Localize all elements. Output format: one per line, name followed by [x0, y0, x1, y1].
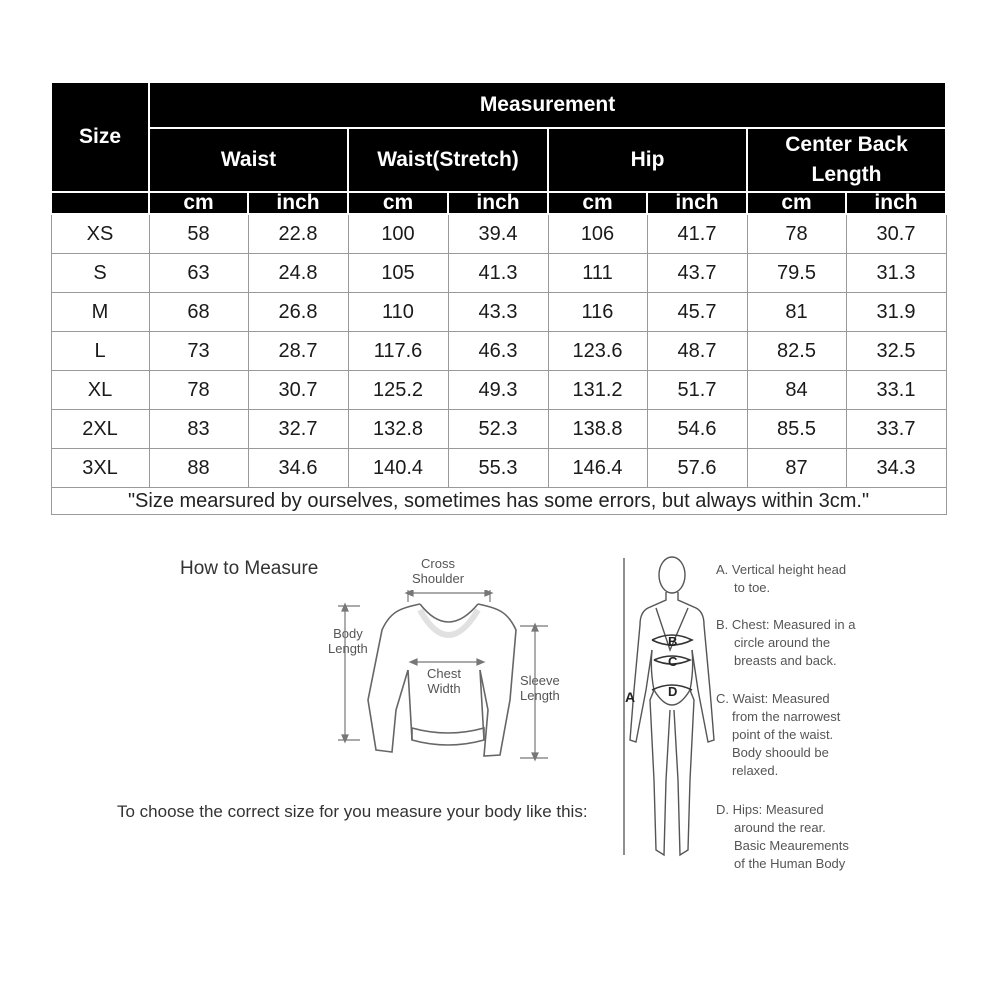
note-c-line: C. Waist: Measured	[716, 691, 830, 706]
size-cell: L	[51, 332, 149, 371]
value-cell: 32.5	[846, 332, 946, 371]
value-cell: 34.6	[248, 449, 348, 488]
value-cell: 123.6	[548, 332, 647, 371]
value-cell: 24.8	[248, 254, 348, 293]
note-c-line: point of the waist.	[732, 727, 834, 742]
value-cell: 116	[548, 293, 647, 332]
value-cell: 58	[149, 214, 248, 254]
size-cell: S	[51, 254, 149, 293]
value-cell: 54.6	[647, 410, 747, 449]
letter-a: A	[625, 689, 636, 705]
value-cell: 131.2	[548, 371, 647, 410]
letter-c: C	[668, 654, 678, 669]
note-c	[716, 690, 891, 780]
value-cell: 26.8	[248, 293, 348, 332]
value-cell: 87	[747, 449, 846, 488]
hip-header: Hip	[548, 128, 747, 192]
chest-width-label-line1: Chest	[427, 666, 461, 681]
unit-cm-header: cm	[747, 192, 846, 214]
value-cell: 83	[149, 410, 248, 449]
note-b-line: breasts and back.	[734, 653, 837, 668]
value-cell: 81	[747, 293, 846, 332]
body-diagram	[620, 550, 720, 870]
value-cell: 31.9	[846, 293, 946, 332]
value-cell: 22.8	[248, 214, 348, 254]
table-row	[51, 371, 946, 410]
table-footnote: "Size mearsured by ourselves, sometimes has some errors, but always within 3cm."	[51, 488, 946, 515]
note-d-line: around the rear.	[734, 820, 826, 835]
value-cell: 55.3	[448, 449, 548, 488]
note-b-line: B. Chest: Measured in a	[716, 617, 856, 632]
body-silhouette	[630, 557, 714, 855]
blank-unit-cell	[51, 192, 149, 214]
table-row	[51, 293, 946, 332]
note-a-line: to toe.	[734, 580, 771, 595]
unit-inch-header: inch	[248, 192, 348, 214]
value-cell: 146.4	[548, 449, 647, 488]
table-row	[51, 449, 946, 488]
size-cell: M	[51, 293, 149, 332]
value-cell: 41.3	[448, 254, 548, 293]
value-cell: 106	[548, 214, 647, 254]
garment-diagram	[320, 590, 560, 770]
letter-d: D	[668, 684, 678, 699]
value-cell: 88	[149, 449, 248, 488]
value-cell: 49.3	[448, 371, 548, 410]
value-cell: 105	[348, 254, 448, 293]
note-c-line: relaxed.	[732, 763, 779, 778]
unit-inch-header: inch	[448, 192, 548, 214]
note-c-line: Body shoould be	[732, 745, 829, 760]
sleeve-length-label-line1: Sleeve	[520, 673, 560, 688]
value-cell: 33.7	[846, 410, 946, 449]
value-cell: 79.5	[747, 254, 846, 293]
value-cell: 34.3	[846, 449, 946, 488]
note-a-line: A. Vertical height head	[716, 562, 847, 577]
value-cell: 30.7	[846, 214, 946, 254]
table-row	[51, 410, 946, 449]
size-cell: XL	[51, 371, 149, 410]
value-cell: 46.3	[448, 332, 548, 371]
table-row	[51, 254, 946, 293]
size-cell: 2XL	[51, 410, 149, 449]
sleeve-length-label-line2: Length	[520, 688, 560, 703]
value-cell: 39.4	[448, 214, 548, 254]
chest-width-arrow	[410, 659, 484, 665]
unit-inch-header: inch	[647, 192, 747, 214]
value-cell: 43.3	[448, 293, 548, 332]
body-length-arrow	[338, 604, 360, 742]
body-length-label-line1: Body	[333, 626, 363, 641]
value-cell: 125.2	[348, 371, 448, 410]
waist-header: Waist	[149, 128, 348, 192]
value-cell: 43.7	[647, 254, 747, 293]
value-cell: 31.3	[846, 254, 946, 293]
cross-shoulder-label	[412, 556, 464, 586]
value-cell: 41.7	[647, 214, 747, 254]
value-cell: 138.8	[548, 410, 647, 449]
value-cell: 78	[149, 371, 248, 410]
value-cell: 32.7	[248, 410, 348, 449]
value-cell: 110	[348, 293, 448, 332]
size-chart-table	[50, 81, 947, 515]
size-cell: 3XL	[51, 449, 149, 488]
note-d	[716, 801, 891, 873]
value-cell: 28.7	[248, 332, 348, 371]
cross-shoulder-arrow	[406, 590, 492, 602]
letter-b: B	[668, 634, 678, 649]
body-length-label-line2: Length	[328, 641, 368, 656]
size-column-header: Size	[51, 82, 149, 192]
unit-cm-header: cm	[348, 192, 448, 214]
value-cell: 57.6	[647, 449, 747, 488]
unit-cm-header: cm	[149, 192, 248, 214]
note-c-line: from the narrowest	[732, 709, 841, 724]
cross-shoulder-label-line2: Shoulder	[412, 571, 465, 586]
value-cell: 117.6	[348, 332, 448, 371]
note-b-line: circle around the	[734, 635, 831, 650]
note-d-line: of the Human Body	[734, 856, 846, 871]
value-cell: 78	[747, 214, 846, 254]
note-d-line: D. Hips: Measured	[716, 802, 824, 817]
value-cell: 45.7	[647, 293, 747, 332]
note-d-line: Basic Meaurements	[734, 838, 849, 853]
cross-shoulder-label-line1: Cross	[421, 556, 455, 571]
value-cell: 84	[747, 371, 846, 410]
sleeve-length-arrow	[520, 624, 548, 760]
value-cell: 82.5	[747, 332, 846, 371]
unit-inch-header: inch	[846, 192, 946, 214]
center-back-length-header: Center Back Length	[747, 128, 946, 192]
waist-stretch-header: Waist(Stretch)	[348, 128, 548, 192]
value-cell: 68	[149, 293, 248, 332]
value-cell: 30.7	[248, 371, 348, 410]
measurement-header: Measurement	[149, 82, 946, 128]
value-cell: 51.7	[647, 371, 747, 410]
value-cell: 63	[149, 254, 248, 293]
value-cell: 140.4	[348, 449, 448, 488]
value-cell: 52.3	[448, 410, 548, 449]
value-cell: 33.1	[846, 371, 946, 410]
value-cell: 111	[548, 254, 647, 293]
note-b	[716, 616, 891, 670]
size-rows	[51, 214, 946, 488]
value-cell: 48.7	[647, 332, 747, 371]
sweater-outline	[368, 604, 516, 756]
measure-instruction: To choose the correct size for you measure your body like this:	[117, 802, 588, 821]
value-cell: 85.5	[747, 410, 846, 449]
table-row	[51, 214, 946, 254]
unit-cm-header: cm	[548, 192, 647, 214]
chest-width-label-line2: Width	[427, 681, 461, 696]
value-cell: 132.8	[348, 410, 448, 449]
size-cell: XS	[51, 214, 149, 254]
note-a	[716, 561, 891, 597]
value-cell: 73	[149, 332, 248, 371]
table-row	[51, 332, 946, 371]
value-cell: 100	[348, 214, 448, 254]
how-to-measure-title: How to Measure	[180, 558, 319, 579]
